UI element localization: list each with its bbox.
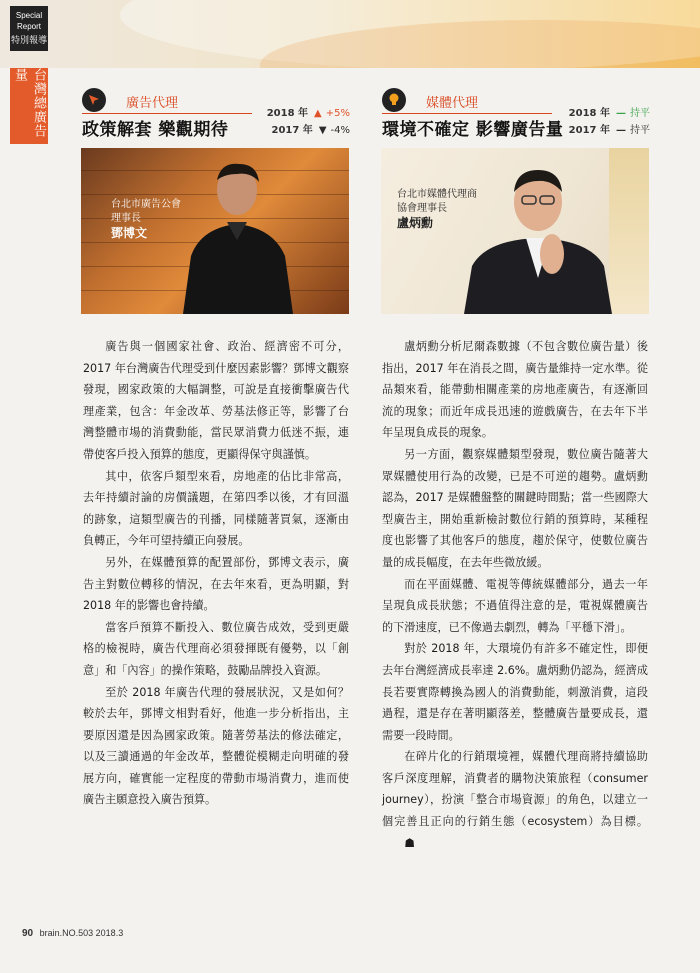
- special-report-tab: [10, 6, 48, 51]
- report-label: Report: [16, 22, 41, 31]
- body-paragraph: 其中，依客戶類型來看，房地產的佔比非常高，去年持續討論的房價議題，在第四季以後，才有回溫的跡象，這類型廣告的刊播，同樣隨著買氣，逐漸由負轉正，今年可望持續正向發展。: [83, 469, 349, 548]
- stat-row: [271, 121, 350, 136]
- portrait-figure: [181, 156, 311, 314]
- portrait-figure: [456, 154, 616, 314]
- stat-value: +5%: [325, 108, 350, 119]
- right-headline: 環境不確定 影響廣告量: [382, 120, 564, 140]
- left-article-body: [83, 336, 349, 811]
- lightbulb-icon: [382, 88, 406, 112]
- up-arrow-icon: ▲: [314, 108, 322, 119]
- top-decorative-band: [0, 0, 700, 68]
- body-paragraph: 當客戶預算不斷投入、數位廣告成效，受到更嚴格的檢視時，廣告代理商必須發揮既有優勢，以「創意」和「內容」的操作策略，鼓勵品牌投入資源。: [83, 620, 349, 677]
- end-mark-icon: ☗: [404, 835, 415, 850]
- body-paragraph: 另外，在媒體預算的配置部份，鄧博文表示，廣告主對數位轉移的情況，在去年來看，更為明顯，對 2018 年的影響也會持續。: [83, 555, 349, 613]
- caption-name: 盧炳勳: [397, 216, 434, 230]
- caption-name: 鄧博文: [111, 226, 148, 240]
- caption-title: 理事長: [111, 213, 141, 224]
- category-underline: [82, 113, 252, 114]
- caption-title: 協會理事長: [397, 203, 447, 214]
- stat-year: 2018 年: [266, 108, 309, 119]
- body-paragraph: 另一方面，觀察媒體類型發現，數位廣告隨著大眾媒體使用行為的改變，已是不可逆的趨勢。盧炳勳認為，2017 是媒體盤整的關鍵時間點；當一些國際大型廣告主，開始重新檢討數位行銷的預算時，某種程度也影響了其他客戶的態度，趨於保守，使數位廣告量的成長幅度，在去年些微放緩。: [382, 447, 648, 569]
- flat-dash-icon: —: [616, 125, 626, 136]
- stat-year: 2017 年: [271, 125, 313, 136]
- body-paragraph: 廣告與一個國家社會、政治、經濟密不可分，2017 年台灣廣告代理受到什麼因素影響？鄧博文觀察發現，國家政策的大幅調整，可說是直接衝擊廣告代理產業，包含：年金改革、勞基法修正等，影響了台灣整體市場的消費動能，當民眾消費力低迷不振，連帶使客戶投入預算的態度，更顯得保守與謹慎。: [83, 340, 349, 461]
- right-article-header: [382, 88, 650, 140]
- right-photo-caption: [397, 188, 477, 230]
- stat-value: 持平: [630, 125, 650, 136]
- stat-row: [267, 104, 350, 119]
- body-paragraph: 至於 2018 年廣告代理的發展狀況，又是如何？較於去年，鄧博文相對看好，他進一步分析指出，主要原因還是因為國家政策。隨著勞基法的修法確定，以及三讀通過的年金改革，整體從模糊走向明確的發展方向，確實能一定程度的帶動市場消費力，進而使廣告主願意投入廣告預算。: [83, 685, 349, 807]
- issue-info: brain.NO.503 2018.3: [39, 928, 124, 938]
- cursor-icon: [82, 88, 106, 112]
- section-category-label: 台灣總廣告量: [12, 68, 46, 138]
- left-portrait-photo: [81, 148, 349, 314]
- stat-year: 2017 年: [568, 125, 610, 136]
- right-portrait-photo: [381, 148, 649, 314]
- special-label: Special: [15, 11, 43, 20]
- down-arrow-icon: ▼: [318, 125, 327, 136]
- stat-value: -4%: [330, 125, 350, 136]
- category-underline: [382, 113, 552, 114]
- left-photo-caption: [111, 198, 181, 240]
- stat-year: 2018 年: [568, 108, 610, 119]
- flat-dash-icon: —: [616, 108, 626, 119]
- caption-org: 台北市廣告公會: [111, 199, 181, 210]
- body-paragraph: 而在平面媒體、電視等傳統媒體部分，過去一年呈現負成長狀態；不過值得注意的是，電視媒體廣告的下滑速度，已不像過去劇烈，轉為「平穩下滑」。: [382, 577, 648, 634]
- body-paragraph: 對於 2018 年，大環境仍有許多不確定性，即便去年台灣經濟成長率達 2.6%。盧炳勳仍認為，經濟成長若要實際轉換為國人的消費動能，刺激消費，這段過程，還是存在著明顯落差，整體廣告量要成長，還需要一段時間。: [382, 642, 648, 742]
- left-headline: 政策解套 樂觀期待: [82, 120, 229, 140]
- left-category-label: 廣告代理: [126, 96, 179, 111]
- right-category-label: 媒體代理: [426, 96, 479, 111]
- right-article-body: [382, 336, 648, 854]
- left-article-header: [82, 88, 350, 140]
- body-paragraph: 盧炳勳分析尼爾森數據（不包含數位廣告量）後指出，2017 年在消長之間，廣告量維持一定水準。從品類來看，能帶動相關產業的房地產廣告，有逐漸回流的現象；而近年成長迅速的遊戲廣告，在去年下半年呈現負成長的現象。: [382, 340, 648, 440]
- section-category-tab: [10, 68, 48, 144]
- body-paragraph: 在碎片化的行銷環境裡，媒體代理商將持續協助客戶深度理解，消費者的購物決策旅程（consumer journey），扮演「整合市場資源」的角色，以建立一個完善且正向的行銷生態（ecosystem）為目標。: [382, 750, 648, 829]
- stat-value: 持平: [630, 108, 650, 119]
- stat-row: [569, 104, 650, 119]
- special-zh-label: 特別報導: [10, 35, 47, 45]
- stat-row: [569, 121, 650, 136]
- caption-org: 台北市媒體代理商: [397, 189, 477, 200]
- page-footer: [22, 928, 123, 939]
- page-number: 90: [22, 928, 34, 939]
